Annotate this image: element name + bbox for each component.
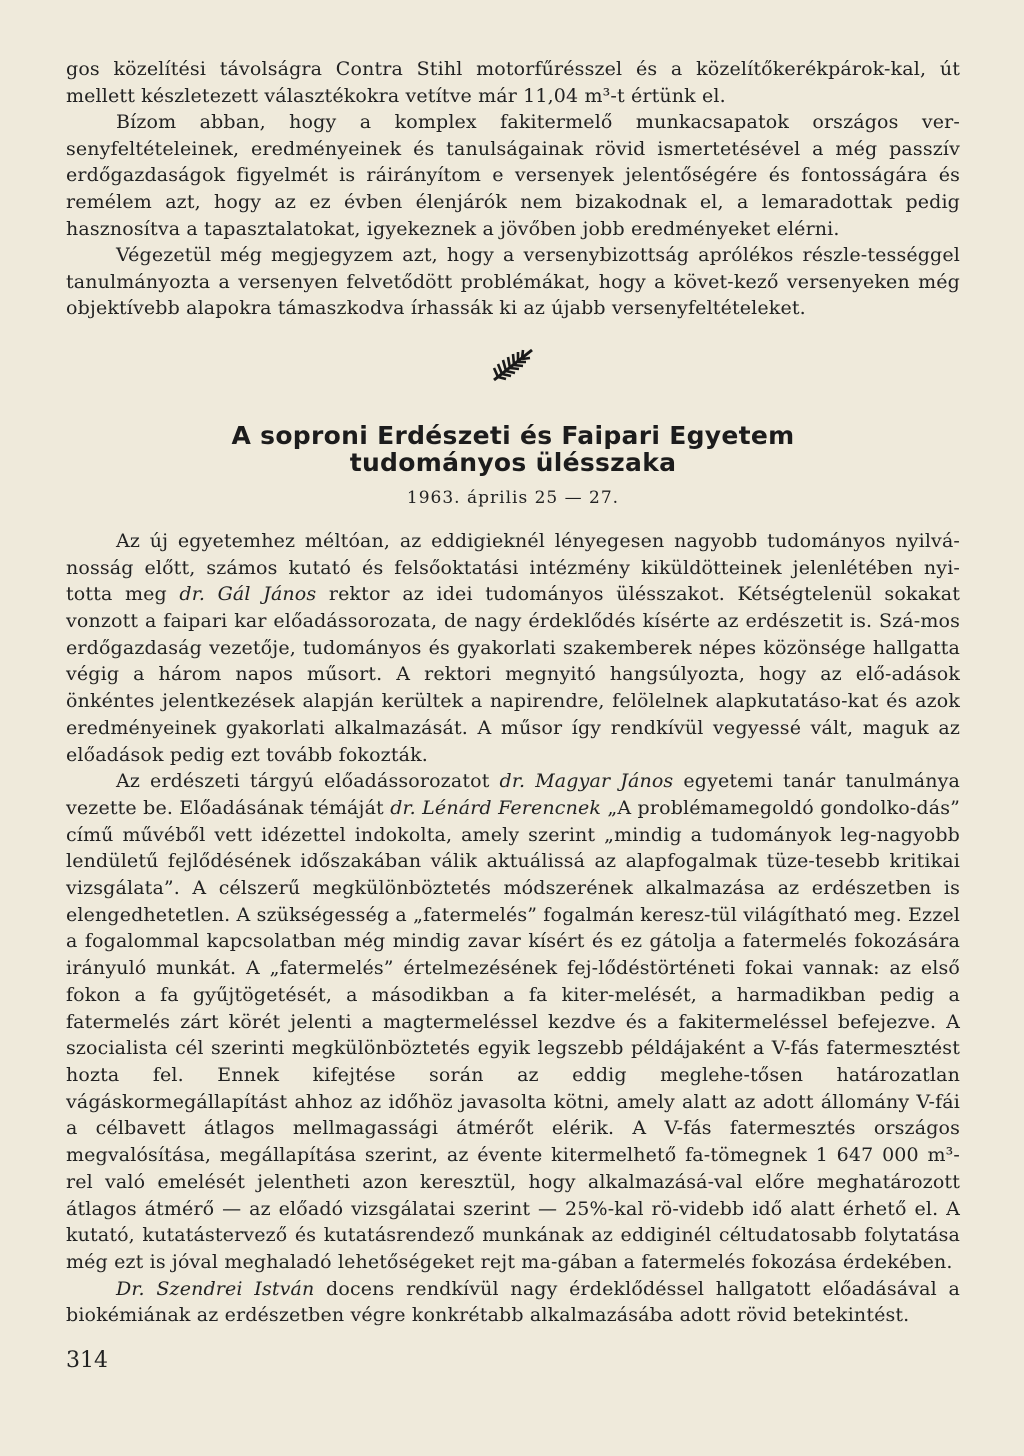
ornament: [66, 344, 960, 384]
title-line-2: tudományos ülésszaka: [349, 447, 677, 477]
fir-branch-ornament-icon: [488, 344, 538, 384]
article-paragraph-1: [66, 528, 960, 768]
author-name-gal: dr. Gál János: [179, 583, 317, 606]
article-date: 1963. április 25 — 27.: [406, 487, 620, 508]
intro-paragraph-3: Végezetül még megjegyzem azt, hogy a versenybizottság aprólékos részle-tességgel tanulmányozta a versenyen felvetődött problémákat, hogy a követ-kező versenyeken még objektívebb alapokra támaszkodva írhassák ki az újabb versenyfeltételeket.: [66, 244, 960, 320]
p1-rest-text: rektor az idei tudományos ülésszakot. Kétségtelenül sokakat vonzott a faipari kar előadássorozata, de nagy érdeklődés kísérte az erdészetit is. Szá-mos erdőgazdaság vezetője, tudományos és gyakorlati szakemberek népes közönsége hallgatta végig a három napos műsort. A rektori megnyitó hangsúlyozta, hogy az elő-adások önkéntes jelentkezések alapján kerültek a napirendre, felölelnek alapkutatáso-kat és azok eredményeinek gyakorlati alkalmazását. A műsor így rendkívül vegyessé vált, maguk az előadások pedig ezt tovább fokozták.: [66, 583, 960, 766]
intro-paragraph-1: gos közelítési távolságra Contra Stihl motorfűrésszel és a közelítőkerékpárok-kal, út mellett készletezett választékokra vetítve már 11,04 m³-t értünk el.: [66, 58, 960, 107]
p2-text-a: Az erdészeti tárgyú előadássorozatot: [116, 770, 490, 793]
article-paragraph-2: [66, 768, 960, 1275]
title-line-1: A soproni Erdészeti és Faipari Egyetem: [231, 420, 795, 450]
p2-text-b: egyetemi tanár tanulmánya vezette be. Előadásának témáját: [66, 770, 960, 819]
p3-rest-text: docens rendkívül nagy érdeklődéssel hallgatott előadásával a biokémiának az erdészetben végre konkrétabb alkalmazásába adott rövid betekintést.: [66, 1277, 960, 1327]
intro-section: [66, 56, 960, 322]
article-body: [66, 528, 960, 1329]
article-paragraph-3: [66, 1276, 960, 1329]
article-title: [66, 422, 960, 476]
author-name-szendrei: Dr. Szendrei István: [116, 1277, 315, 1300]
page-number: 314: [66, 1348, 108, 1373]
author-name-lenard: dr. Lénárd Ferencnek: [390, 796, 602, 819]
author-name-magyar: dr. Magyar János: [499, 770, 674, 793]
intro-paragraph-2: Bízom abban, hogy a komplex fakitermelő munkacsapatok országos ver-senyfeltételeinek, eredményeinek és tanulságainak rövid ismertetésével a még passzív erdőgazdaságok figyelmét is ráirányítom e versenyek jelentőségére és fontosságára és remélem azt, hogy az ez évben élenjárók nem bizakodnak el, a lemaradottak pedig hasznosítva a tapasztalatokat, igyekeznek a jövőben jobb eredményeket elérni.: [66, 111, 960, 240]
p1-text: Az új egyetemhez méltóan, az eddigieknél lényegesen nagyobb tudományos nyilvá-nosság előtt, számos kutató és felsőoktatási intézmény kiküldötteinek jelenlétében nyi-totta meg: [66, 529, 960, 606]
p2-text-c: „A problémamegoldó gondolko-dás” című művéből vett idézettel indokolta, amely szerint „mindig a tudományok leg-nagyobb lendületű fejlődésének időszakában válik aktuálissá az alapfogalmak tüze-tesebb kritikai vizsgálata”. A célszerű megkülönböztetés módszerének alkalmazása az erdészetben is elengedhetetlen. A szükségesség a „fatermelés” fogalmán keresz-tül világítható meg. Ezzel a fogalommal kapcsolatban még mindig zavar kísért és ez gátolja a fatermelés fokozására irányuló munkát. A „fatermelés” értelmezésének fej-lődéstörténeti fokai vannak: az első fokon a fa gyűjtögetését, a másodikban a fa kiter-melését, a harmadikban pedig a fatermelés zárt körét jelenti a magtermeléssel kezdve és a fakitermeléssel befejezve. A szocialista cél szerinti megkülönböztetés egyik legszebb példájaként a V-fás fatermesztést hozta fel. Ennek kifejtése során az eddig meglehe-tősen határozatlan vágáskormegállapítást ahhoz az időhöz javasolta kötni, amely alatt az adott állomány V-fái a célbavett átlagos mellmagassági átmérőt elérik. A V-fás fatermesztés országos megvalósítása, megállapítása szerint, az évente kitermelhető fa-tömegnek 1 647 000 m³-rel való emelését jelentheti azon keresztül, hogy alkalmazásá-val előre meghatározott átlagos átmérő — az előadó vizsgálatai szerint — 25%-kal rö-videbb idő alatt érhető el. A kutató, kutatástervező és kutatásrendező munkának az eddiginél céltudatosabb folytatása még ezt is jóval meghaladó lehetőségeket rejt ma-gában a fatermelés fokozása érdekében.: [66, 796, 960, 1273]
